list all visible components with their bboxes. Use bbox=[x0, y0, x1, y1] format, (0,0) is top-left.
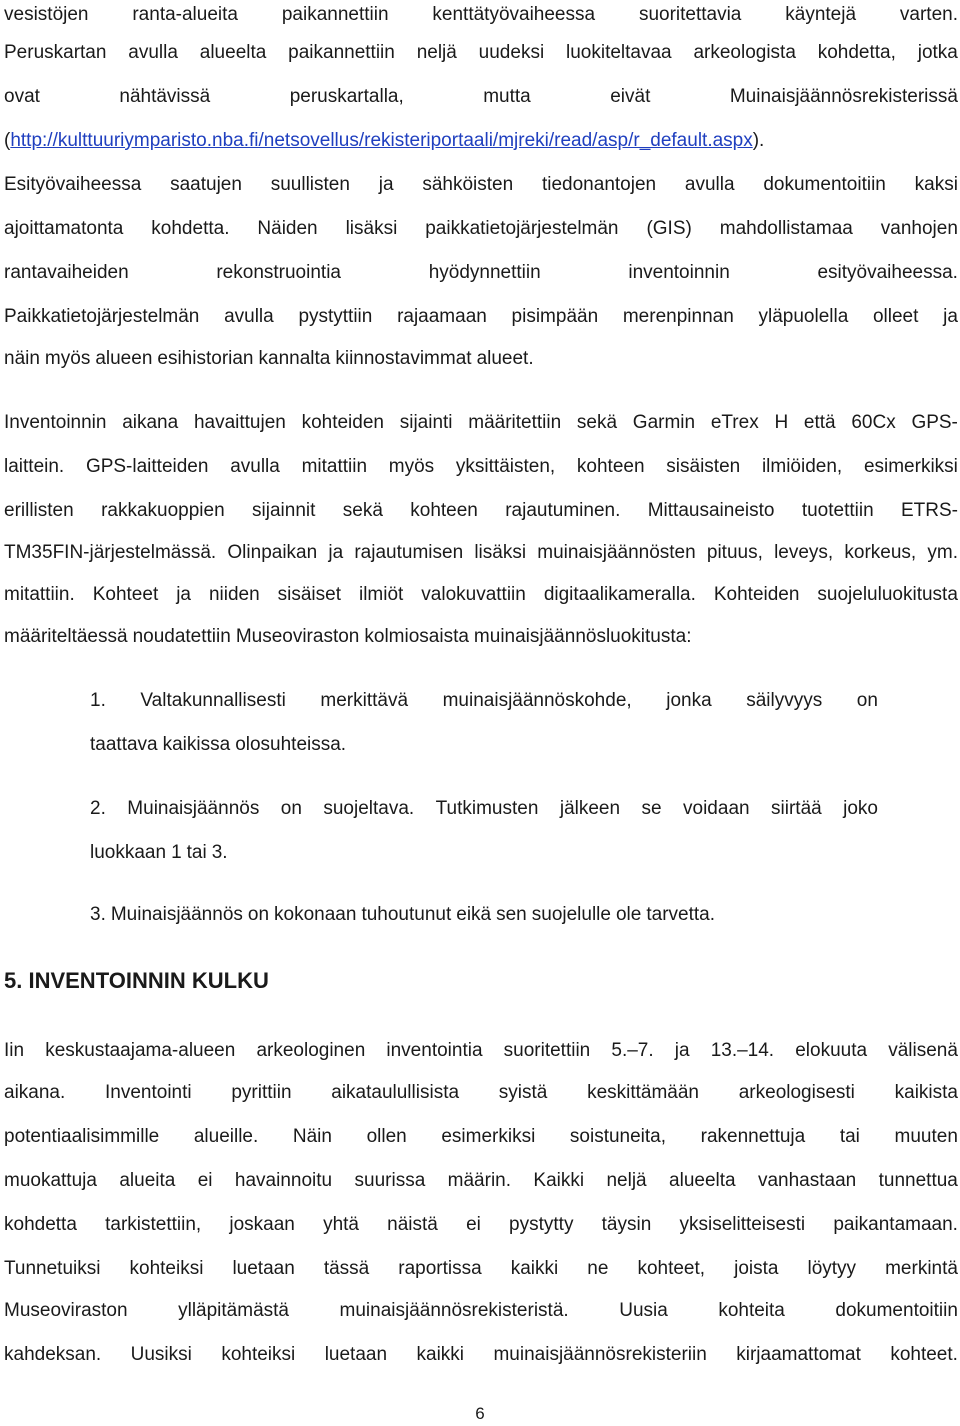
page-number: 6 bbox=[475, 1404, 485, 1423]
list-item-line: luokkaan 1 tai 3. bbox=[90, 842, 228, 863]
list-item-line: 2. Muinaisjäännös on suojeltava. Tutkimusten jälkeen se voidaan siirtää joko bbox=[90, 798, 878, 819]
close-paren: ). bbox=[752, 130, 765, 151]
body-text-line: Esityövaiheessa saatujen suullisten ja sähköisten tiedonantojen avulla dokumentoitiin kaksi bbox=[4, 174, 958, 195]
body-text-line: näin myös alueen esihistorian kannalta kiinnostavimmat alueet. bbox=[4, 348, 534, 369]
list-item-line: taattava kaikissa olosuhteissa. bbox=[90, 734, 347, 755]
section-heading: 5. INVENTOINNIN KULKU bbox=[4, 968, 269, 993]
body-text-line: laittein. GPS-laitteiden avulla mitattiin myös yksittäisten, kohteen sisäisten ilmiöiden, esimerkiksi bbox=[4, 456, 958, 477]
register-link[interactable]: http://kulttuuriymparisto.nba.fi/netsovellus/rekisteriportaali/mjreki/read/asp/r_default.aspx bbox=[10, 130, 753, 151]
register-link-line bbox=[4, 126, 958, 156]
body-text-line: kohdetta tarkistettiin, joskaan yhtä näistä ei pystytty täysin yksiselitteisesti paikantamaan. bbox=[4, 1214, 958, 1235]
body-text-line: ajoittamatonta kohdetta. Näiden lisäksi paikkatietojärjestelmän (GIS) mahdollistamaa vanhojen bbox=[4, 218, 958, 239]
body-text-line: Inventoinnin aikana havaittujen kohteiden sijainti määritettiin sekä Garmin eTrex H että 60Cx GPS- bbox=[4, 412, 958, 433]
body-text-line: ovat nähtävissä peruskartalla, mutta eivät Muinaisjäännösrekisterissä bbox=[4, 86, 958, 107]
body-text-line: Museoviraston ylläpitämästä muinaisjäännösrekisteristä. Uusia kohteita dokumentoitiin bbox=[4, 1300, 958, 1321]
body-text-line: Iin keskustaajama-alueen arkeologinen inventointia suoritettiin 5.–7. ja 13.–14. elokuuta välisenä bbox=[4, 1040, 958, 1061]
body-text-line: vesistöjen ranta-alueita paikannettiin kenttätyövaiheessa suoritettavia käyntejä varten. bbox=[4, 4, 958, 25]
body-text-line: kahdeksan. Uusiksi kohteiksi luetaan kaikki muinaisjäännösrekisteriin kirjaamattomat kohteet. bbox=[4, 1344, 958, 1365]
list-item-line: 1. Valtakunnallisesti merkittävä muinaisjäännöskohde, jonka säilyvyys on bbox=[90, 690, 878, 711]
body-text-line: Peruskartan avulla alueelta paikannettiin neljä uudeksi luokiteltavaa arkeologista kohdetta, jotka bbox=[4, 42, 958, 63]
body-text-line: määriteltäessä noudatettiin Museoviraston kolmiosaista muinaisjäännösluokitusta: bbox=[4, 626, 692, 647]
body-text-line: rantavaiheiden rekonstruointia hyödynnettiin inventoinnin esityövaiheessa. bbox=[4, 262, 958, 283]
body-text-line: muokattuja alueita ei havainnoitu suurissa määrin. Kaikki neljä alueelta vanhastaan tunnettua bbox=[4, 1170, 958, 1191]
body-text-line: TM35FIN-järjestelmässä. Olinpaikan ja rajautumisen lisäksi muinaisjäännösten pituus, leveys, korkeus, ym. bbox=[4, 542, 958, 563]
body-text-line: erillisten rakkakuoppien sijainnit sekä kohteen rajautuminen. Mittausaineisto tuotettiin ETRS- bbox=[4, 500, 958, 521]
body-text-line: Paikkatietojärjestelmän avulla pystyttiin rajaamaan pisimpään merenpinnan yläpuolella olleet ja bbox=[4, 306, 958, 327]
list-item-line: 3. Muinaisjäännös on kokonaan tuhoutunut eikä sen suojelulle ole tarvetta. bbox=[90, 904, 715, 925]
open-paren: ( bbox=[4, 130, 11, 151]
body-text-line: mitattiin. Kohteet ja niiden sisäiset ilmiöt valokuvattiin digitaalikameralla. Kohteiden suojeluluokitusta bbox=[4, 584, 958, 605]
body-text-line: potentiaalisimmille alueille. Näin ollen esimerkiksi soistuneita, rakennettuja tai muuten bbox=[4, 1126, 958, 1147]
body-text-line: aikana. Inventointi pyrittiin aikataulullisista syistä keskittämään arkeologisesti kaikista bbox=[4, 1082, 958, 1103]
body-text-line: Tunnetuiksi kohteiksi luetaan tässä raportissa kaikki ne kohteet, joista löytyy merkintä bbox=[4, 1258, 958, 1279]
